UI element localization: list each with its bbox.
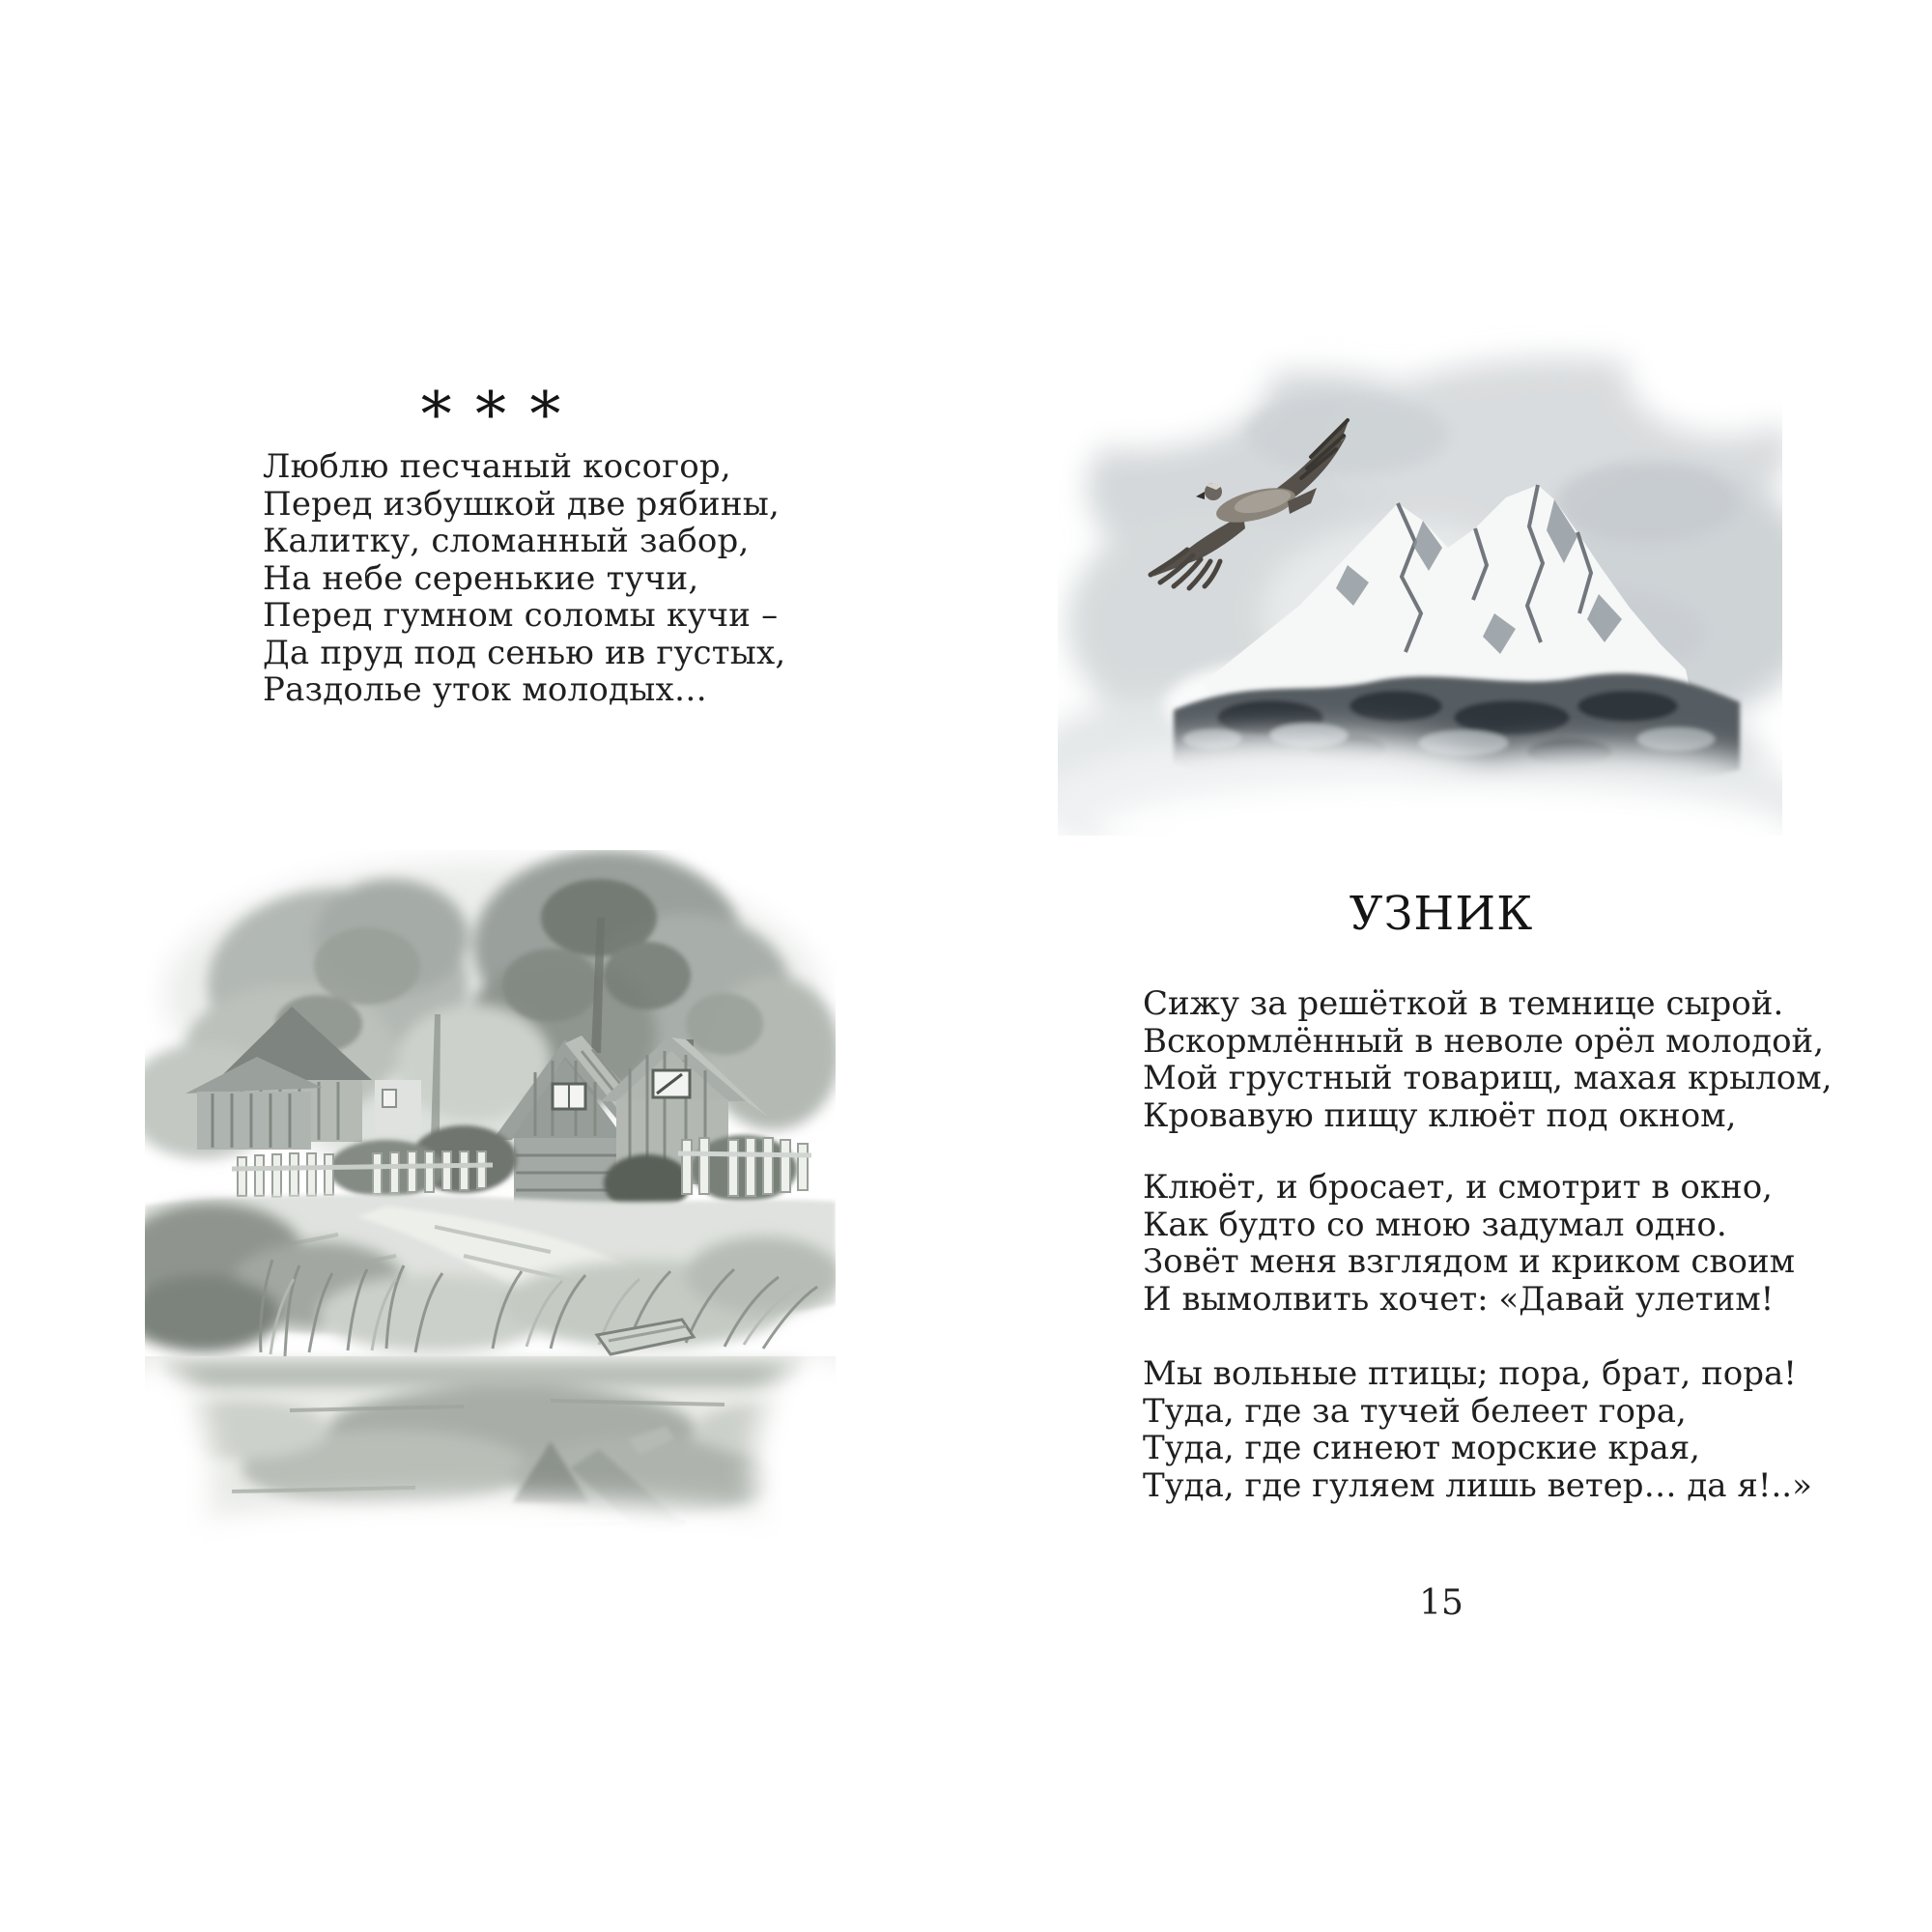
poem-line: Вскормлённый в неволе орёл молодой,: [1143, 1021, 1825, 1061]
mountain-eagle-illustration: [1058, 324, 1782, 836]
poem-stanza-2: [1143, 1169, 1795, 1318]
poem-line: Зовёт меня взглядом и криком своим: [1143, 1242, 1796, 1281]
right-page: [966, 0, 1932, 1932]
poem-line: Перед гумном соломы кучи –: [263, 596, 779, 635]
poem-title: УЗНИК: [1349, 887, 1534, 941]
page-number: 15: [1419, 1583, 1463, 1623]
poem-line: Да пруд под сенью ив густых,: [263, 633, 786, 672]
poem-line: И вымолвить хочет: «Давай улетим!: [1143, 1279, 1775, 1319]
poem-stanza-3: [1143, 1355, 1812, 1504]
poem-stanza-1: [1143, 985, 1833, 1134]
poem-line: Раздолье уток молодых…: [263, 670, 708, 709]
poem-line: Туда, где гуляем лишь ветер… да я!..»: [1143, 1465, 1812, 1505]
village-illustration: [145, 850, 836, 1560]
poem-line: Люблю песчаный косогор,: [263, 447, 731, 486]
poem-line: Мой грустный товарищ, махая крылом,: [1143, 1059, 1833, 1097]
poem-line: Туда, где синеют морские края,: [1143, 1429, 1700, 1467]
pond-water: [145, 1352, 836, 1560]
poem-line: Туда, где за тучей белеет гора,: [1143, 1391, 1687, 1431]
poem-line: Перед избушкой две рябины,: [263, 484, 780, 524]
poem-line: Кровавую пищу клюёт под окном,: [1143, 1095, 1737, 1135]
poem-line: Как будто со мною задумал одно.: [1143, 1205, 1727, 1244]
poem-untitled: [263, 448, 785, 709]
poem-line: На небе серенькие тучи,: [263, 558, 699, 598]
poem-line: Мы вольные птицы; пора, брат, пора!: [1143, 1354, 1797, 1393]
poem-line: Клюёт, и бросает, и смотрит в окно,: [1143, 1168, 1773, 1207]
poem-line: Сижу за решёткой в темнице сырой.: [1143, 984, 1784, 1023]
poem-line: Калитку, сломанный забор,: [263, 522, 750, 560]
section-divider-asterisks: * * *: [420, 380, 563, 451]
